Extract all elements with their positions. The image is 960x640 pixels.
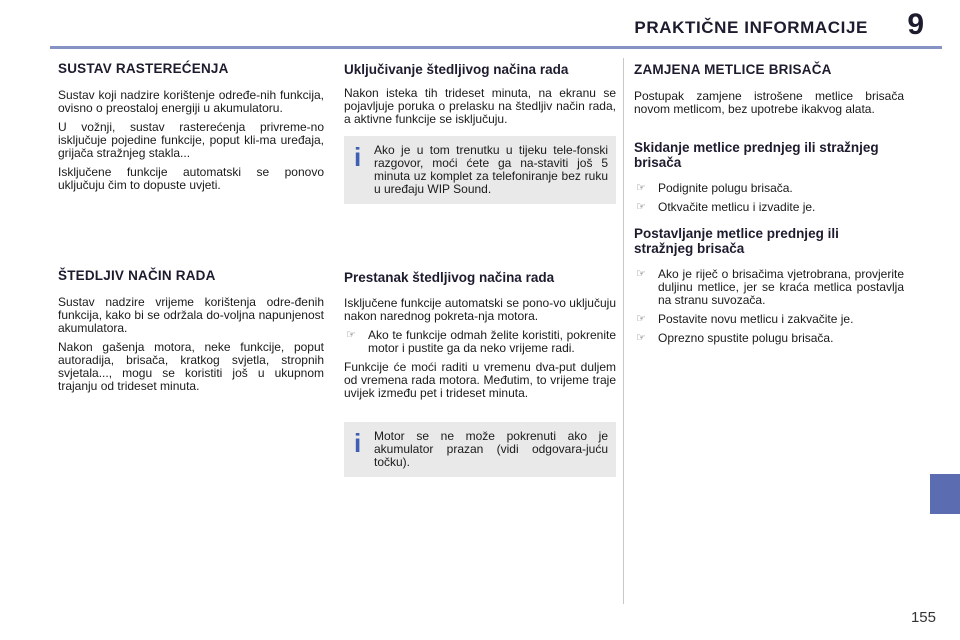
info-icon: i — [354, 142, 362, 172]
bullet-icon: ☞ — [346, 329, 356, 341]
list-item-text: Otkvačite metlicu i izvadite je. — [658, 200, 816, 214]
bullet-icon: ☞ — [636, 332, 646, 344]
paragraph: Postupak zamjene istrošene metlice brisača novom metlicom, bez upotrebe ikakvog alata. — [634, 89, 904, 116]
paragraph: Sustav koji nadzire korištenje određe-nih funkcija, ovisno o preostaloj energiji u akumulatoru. — [58, 88, 324, 115]
paragraph: Isključene funkcije automatski se pono-vo uključuju nakon narednog pokreta-nja motora. — [344, 296, 616, 323]
list-item-text: Podignite polugu brisača. — [658, 181, 793, 195]
subsection-title-economy-on: Uključivanje štedljivog načina rada — [344, 62, 569, 77]
chapter-tab — [930, 474, 960, 514]
subsection-title-wiper-removal: Skidanje metlice prednjeg ili stražnjeg brisača — [634, 140, 879, 170]
list-item-text: Ako te funkcije odmah želite koristiti, pokrenite motor i pustite ga da neko vrijeme radi. — [368, 328, 616, 355]
info-icon: i — [354, 428, 362, 458]
list-item-text: Postavite novu metlicu i zakvačite je. — [658, 312, 854, 326]
subsection-title-wiper-fitting: Postavljanje metlice prednjeg ili stražnjeg brisača — [634, 226, 839, 256]
column-middle — [344, 56, 616, 477]
list-item — [344, 329, 616, 355]
paragraph: Nakon isteka tih trideset minuta, na ekranu se pojavljuje poruka o prelasku na štedljiv način rada, a aktivne funkcije se isključuju. — [344, 86, 616, 126]
list-item-text: Ako je riječ o brisačima vjetrobrana, provjerite duljinu metlice, jer se kraća metlica postavlja na stranu suvozača. — [658, 267, 904, 307]
bullet-icon: ☞ — [636, 182, 646, 194]
info-text: Motor se ne može pokrenuti ako je akumulator prazan (vidi odgovara-juću točku). — [374, 429, 608, 469]
list-item — [634, 332, 904, 345]
paragraph: Sustav nadzire vrijeme korištenja odre-đenih funkcija, kako bi se održala do-voljna napunjenost akumulatora. — [58, 295, 324, 335]
section-title-economy-mode: ŠTEDLJIV NAČIN RADA — [58, 268, 216, 283]
column-right — [634, 56, 904, 351]
list-item-text: Oprezno spustite polugu brisača. — [658, 331, 834, 345]
section-title-wiper-replacement: ZAMJENA METLICE BRISAČA — [634, 62, 832, 77]
column-divider — [623, 58, 624, 604]
section-title-load-shedding: SUSTAV RASTEREĆENJA — [58, 61, 229, 76]
paragraph: Funkcije će moći raditi u vremenu dva-put duljem od vremena rada motora. Međutim, to vrijeme traje uvijek između pet i trideset minuta. — [344, 360, 616, 400]
bullet-icon: ☞ — [636, 201, 646, 213]
bullet-icon: ☞ — [636, 313, 646, 325]
list-item — [634, 313, 904, 326]
paragraph: Nakon gašenja motora, neke funkcije, poput autoradija, brisača, kratkog svjetla, stropnih svjetala..., mogu se koristiti još u ukupnom trajanju od trideset minuta. — [58, 340, 324, 393]
subsection-title-economy-off: Prestanak štedljivog načina rada — [344, 270, 555, 285]
page-number: 155 — [910, 609, 936, 626]
info-text: Ako je u tom trenutku u tijeku tele-fonski razgovor, moći ćete ga na-staviti još 5 minuta uz komplet za telefoniranje bez ruku u uređaju WIP Sound. — [374, 143, 608, 196]
column-left — [58, 56, 324, 399]
paragraph: Isključene funkcije automatski se ponovo uključuju čim to dopuste uvjeti. — [58, 165, 324, 192]
info-box — [344, 422, 616, 477]
paragraph: U vožnji, sustav rasterećenja privreme-no isključuje pojedine funkcije, poput kli-ma uređaja, grijača stražnjeg stakla... — [58, 120, 324, 160]
chapter-number: 9 — [907, 8, 924, 41]
list-item — [634, 201, 904, 214]
header-rule — [50, 46, 942, 49]
list-item — [634, 182, 904, 195]
chapter-title: PRAKTIČNE INFORMACIJE — [634, 18, 868, 37]
info-box — [344, 136, 616, 204]
list-item — [634, 268, 904, 307]
bullet-icon: ☞ — [636, 268, 646, 280]
